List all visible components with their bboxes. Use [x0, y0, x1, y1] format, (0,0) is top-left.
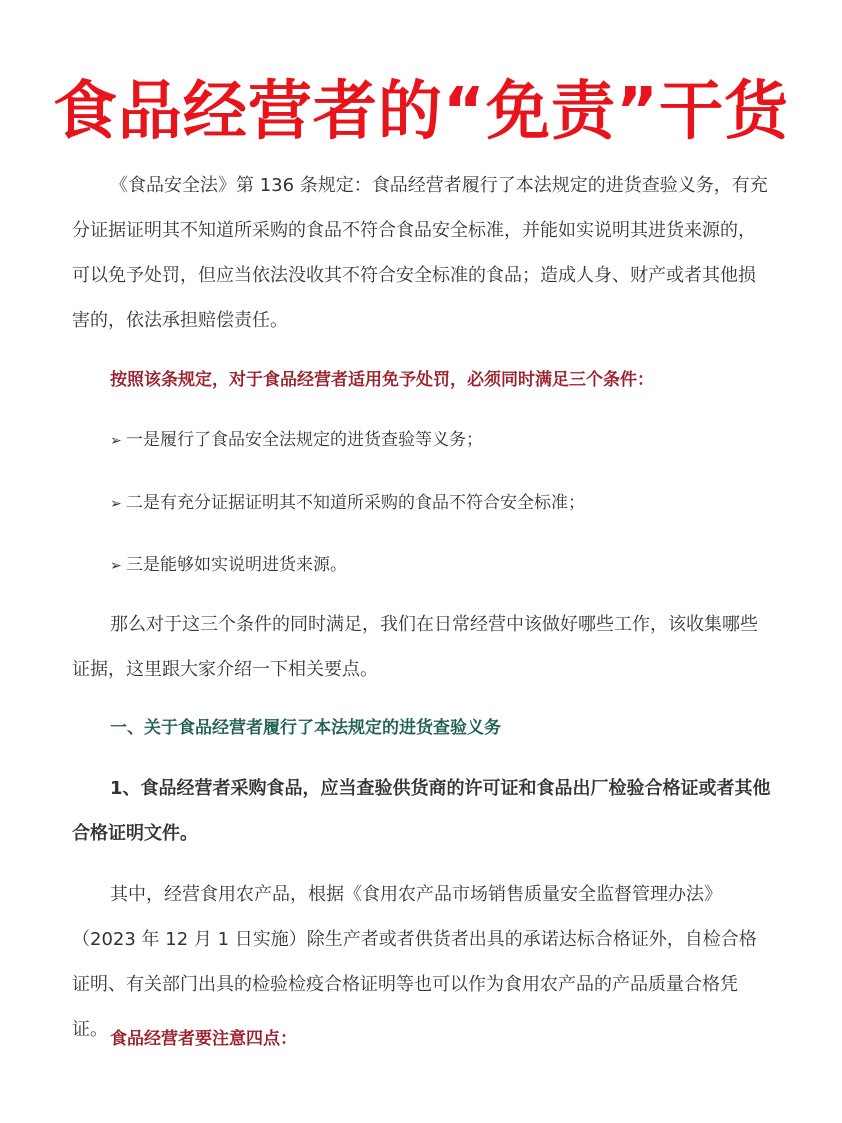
arrow-bullet-icon: ➢ [110, 558, 122, 574]
condition-text: 二是有充分证据证明其不知道所采购的食品不符合安全标准； [126, 493, 585, 513]
point-1-paragraph: 1、食品经营者采购食品，应当查验供货商的许可证和食品出厂检验合格证或者其他合格证明文件。 [72, 778, 771, 844]
attention-heading: 食品经营者要注意四点： [110, 1029, 297, 1049]
page-title: 食品经营者的“免责”干货 [52, 75, 790, 149]
conditions-heading: 按照该条规定，对于食品经营者适用免予处罚，必须同时满足三个条件： [110, 370, 654, 390]
arrow-bullet-icon: ➢ [110, 433, 122, 449]
condition-text: 一是履行了食品安全法规定的进货查验等义务； [126, 430, 483, 450]
section-heading-1: 一、关于食品经营者履行了本法规定的进货查验义务 [110, 718, 501, 738]
point-1-detail-paragraph: 其中，经营食用农产品，根据《食用农产品市场销售质量安全监督管理办法》（2023 年 12 月 1 日实施）除生产者或者供货者出具的承诺达标合格证外，自检合格证明、有关部门出具的检验检疫合格证明等也可以作为食用农产品的产品质量合格凭证。 [72, 884, 757, 1040]
intro-paragraph: 《食品安全法》第 136 条规定：食品经营者履行了本法规定的进货查验义务，有充分证据证明其不知道所采购的食品不符合食品安全标准，并能如实说明其进货来源的，可以免予处罚，但应当依法没收其不符合安全标准的食品；造成人身、财产或者其他损害的，依法承担赔偿责任。 [72, 175, 768, 331]
transition-paragraph: 那么对于这三个条件的同时满足，我们在日常经营中该做好哪些工作，该收集哪些证据，这里跟大家介绍一下相关要点。 [72, 614, 758, 680]
condition-item [110, 488, 770, 519]
condition-item [110, 550, 770, 581]
arrow-bullet-icon: ➢ [110, 496, 122, 512]
condition-text: 三是能够如实说明进货来源。 [126, 555, 347, 575]
condition-item [110, 425, 770, 456]
